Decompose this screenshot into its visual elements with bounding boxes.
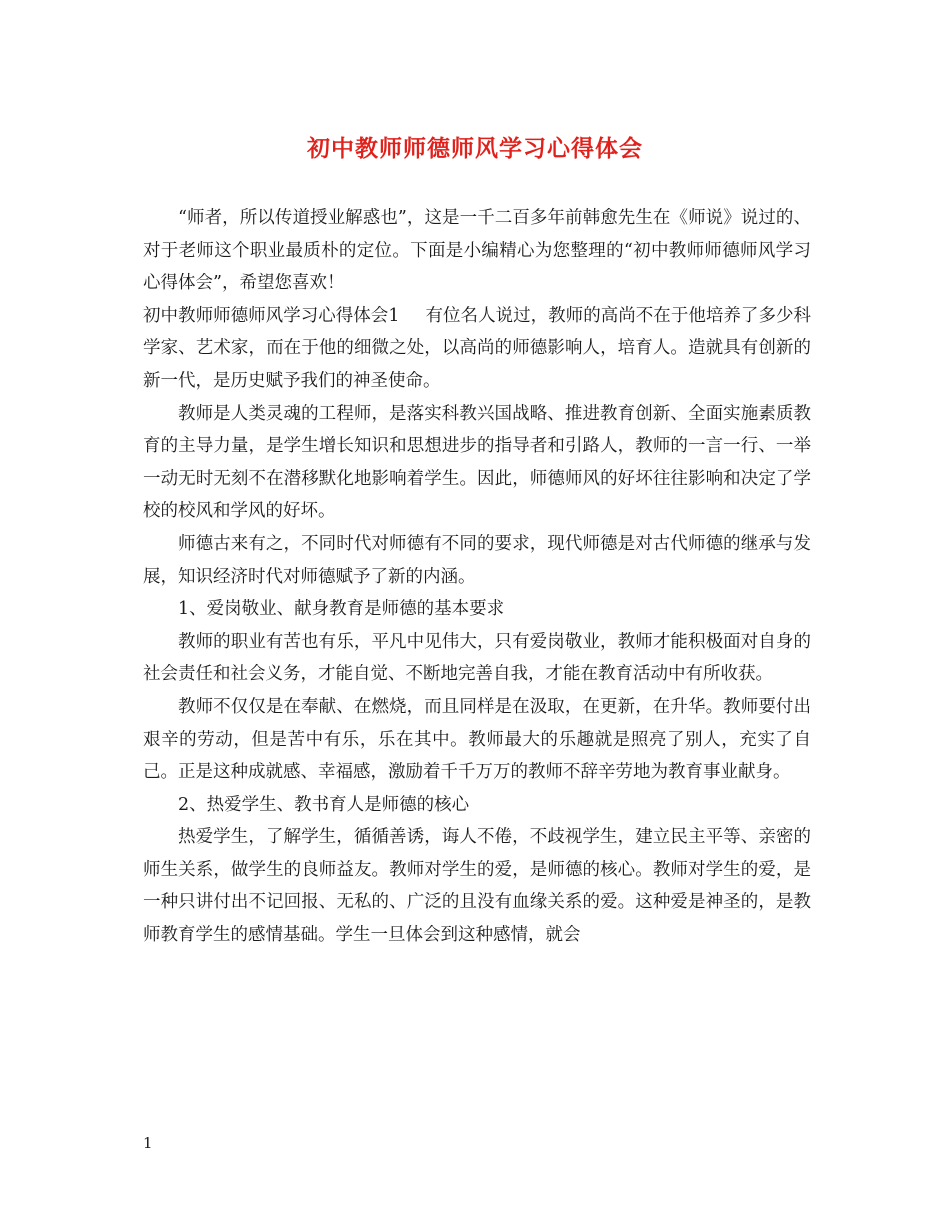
subheading-2: 2、热爱学生、教书育人是师德的核心 xyxy=(178,794,470,815)
paragraph-love-students: 热爱学生，了解学生，循循善诱，诲人不倦，不歧视学生，建立民主平等、亲密的师生关系，做学生的良师益友。教师对学生的爱，是师德的核心。教师对学生的爱，是一种只讲付出不记回报、无私的、广泛的且没有血缘关系的爱。这种爱是神圣的，是教师教育学生的感情基础。学生一旦体会到这种感情，就会 xyxy=(143,827,811,946)
section-text: 有位名人说过，教师的高尚不在于他培养了多少科学家、艺术家，而在于他的细微之处，以高尚的师德影响人，培育人。造就具有创新的新一代，是历史赋予我们的神圣使命。 xyxy=(143,305,811,391)
paragraph-ethics-history: 师德古来有之，不同时代对师德有不同的要求，现代师德是对古代师德的继承与发展，知识经济时代对师德赋予了新的内涵。 xyxy=(143,533,811,587)
paragraph-section-1 xyxy=(143,300,811,398)
paragraph-intro: “师者，所以传道授业解惑也”，这是一千二百多年前韩愈先生在《师说》说过的、对于老师这个职业最质朴的定位。下面是小编精心为您整理的“初中教师师德师风学习心得体会”，希望您喜欢！ xyxy=(143,208,811,294)
document-body xyxy=(143,202,811,952)
paragraph-joy: 教师不仅仅是在奉献、在燃烧，而且同样是在汲取，在更新，在升华。教师要付出艰辛的劳动，但是苦中有乐，乐在其中。教师最大的乐趣就是照亮了别人，充实了自己。正是这种成就感、幸福感，激励着千千万万的教师不辞辛劳地为教育事业献身。 xyxy=(143,696,811,783)
document-title: 初中教师师德师风学习心得体会 xyxy=(307,135,643,162)
paragraph-teacher-role: 教师是人类灵魂的工程师，是落实科教兴国战略、推进教育创新、全面实施素质教育的主导力量，是学生增长知识和思想进步的指导者和引路人，教师的一言一行、一举一动无时无刻不在潜移默化地影响着学生。因此，师德师风的好坏往往影响和决定了学校的校风和学风的好坏。 xyxy=(143,403,811,522)
subheading-1: 1、爱岗敬业、献身教育是师德的基本要求 xyxy=(178,599,505,620)
section-heading: 初中教师师德师风学习心得体会1 xyxy=(143,305,400,326)
page-number: 1 xyxy=(143,1134,153,1152)
paragraph-dedication: 教师的职业有苦也有乐，平凡中见伟大，只有爱岗敬业，教师才能积极面对自身的社会责任和社会义务，才能自觉、不断地完善自我，才能在教育活动中有所收获。 xyxy=(143,631,811,685)
